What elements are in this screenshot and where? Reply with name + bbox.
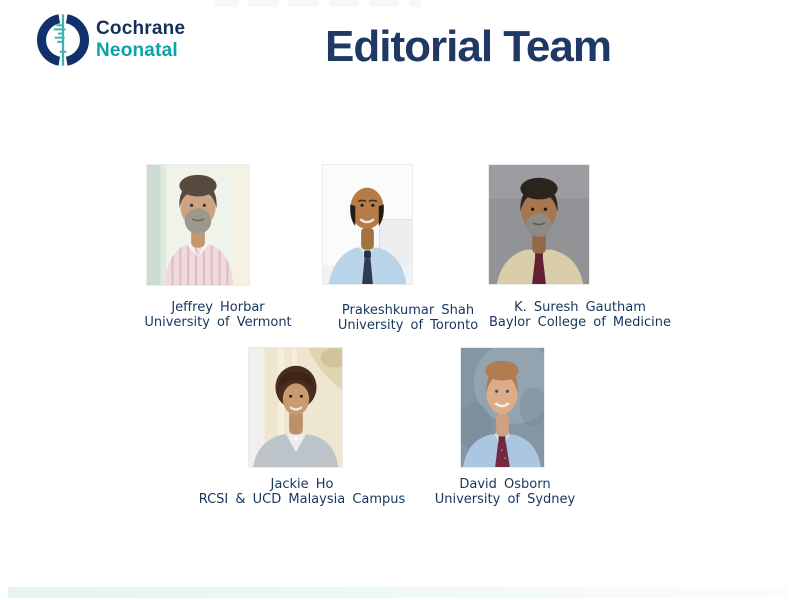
bottom-accent-bar (8, 587, 788, 598)
brand-text (96, 18, 185, 62)
filmstrip-segment (215, 0, 238, 7)
portrait-jeffrey-horbar (146, 164, 250, 286)
member-affiliation: Baylor College of Medicine (489, 315, 671, 330)
member-affiliation: RCSI & UCD Malaysia Campus (198, 492, 406, 507)
slide-title: Editorial Team (325, 22, 611, 71)
member-caption (460, 300, 700, 330)
member-name: Jackie Ho (270, 477, 334, 492)
cochrane-logo-icon (34, 11, 92, 69)
member-name: David Osborn (459, 477, 551, 492)
filmstrip-segment (369, 0, 399, 7)
portrait-prakeshkumar-shah (322, 164, 413, 285)
filmstrip-segment (329, 0, 359, 7)
member-name: K. Suresh Gautham (514, 300, 646, 315)
portrait-jackie-ho (248, 347, 343, 468)
filmstrip-segment (409, 0, 421, 7)
top-filmstrip (215, 0, 421, 7)
portrait-k-suresh-gautham (488, 164, 590, 285)
brand-group-name: Neonatal (96, 40, 178, 61)
brand-org-name: Cochrane (96, 18, 186, 39)
filmstrip-segment (288, 0, 319, 7)
member-affiliation: University of Toronto (337, 318, 479, 333)
filmstrip-segment (248, 0, 278, 7)
member-affiliation: University of Vermont (144, 315, 292, 330)
member-caption (385, 477, 625, 507)
portrait-david-osborn (460, 347, 545, 468)
member-name: Jeffrey Horbar (171, 300, 265, 315)
member-affiliation: University of Sydney (434, 492, 576, 507)
member-name: Prakeshkumar Shah (341, 303, 475, 318)
